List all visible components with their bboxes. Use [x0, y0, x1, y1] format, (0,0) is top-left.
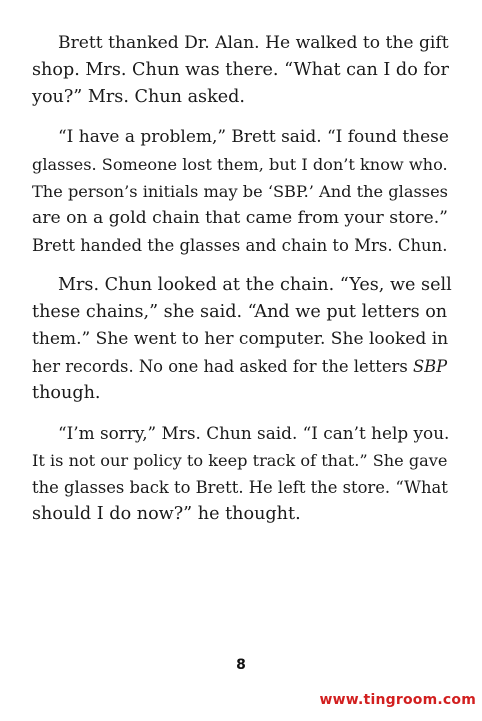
text-line: are on a gold chain that came from your store.”	[32, 208, 448, 228]
paragraph-2	[32, 124, 452, 259]
text-line: It is not our policy to keep track of that.” She gave	[32, 451, 448, 470]
paragraph-1	[32, 30, 452, 111]
text-line: “I have a problem,” Brett said. “I found these	[58, 127, 449, 147]
paragraph-3	[32, 272, 452, 407]
text-line: Brett thanked Dr. Alan. He walked to the gift	[58, 33, 449, 53]
text-line: the glasses back to Brett. He left the store. “What	[32, 478, 448, 497]
text-line-with-italic	[32, 353, 452, 380]
story-text	[32, 30, 452, 541]
text-segment: her records. No one had asked for the letters	[32, 357, 413, 376]
page-number: 8	[236, 657, 246, 673]
text-line: Mrs. Chun looked at the chain. “Yes, we sell	[58, 275, 452, 295]
text-line: glasses. Someone lost them, but I don’t know who.	[32, 155, 448, 174]
text-line: these chains,” she said. “And we put letters on	[32, 302, 448, 322]
text-line: them.” She went to her computer. She looked in	[32, 329, 449, 349]
text-line: though.	[32, 383, 101, 403]
text-line: should I do now?” he thought.	[32, 504, 301, 524]
watermark-url: www.tingroom.com	[319, 692, 476, 708]
text-line: shop. Mrs. Chun was there. “What can I do for	[32, 60, 449, 80]
text-line: “I’m sorry,” Mrs. Chun said. “I can’t help you.	[58, 423, 450, 443]
text-line: you?” Mrs. Chun asked.	[32, 87, 246, 107]
italic-initials: SBP	[412, 357, 448, 376]
paragraph-4	[32, 420, 452, 528]
text-line: The person’s initials may be ‘SBP.’ And the glasses	[32, 182, 448, 201]
text-line: Brett handed the glasses and chain to Mrs. Chun.	[32, 236, 448, 255]
